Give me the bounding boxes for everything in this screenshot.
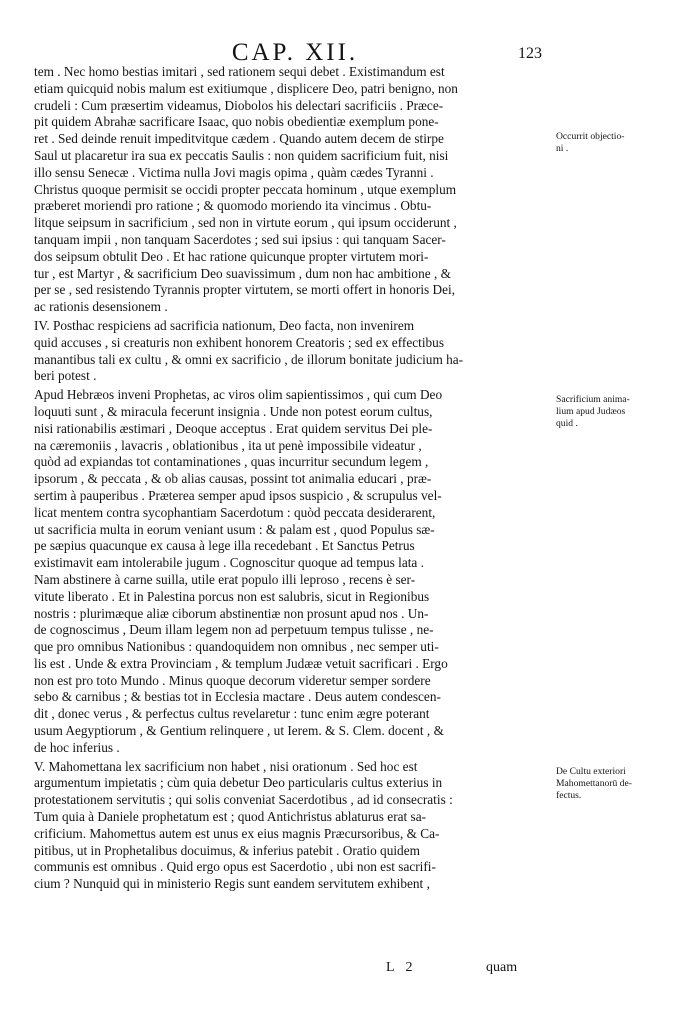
text-line: litque seipsum in sacrificium , sed non in virtute eorum , qui ipsum occiderunt , — [34, 215, 457, 231]
margin-note-line: Occurrit objectio- — [556, 131, 625, 142]
margin-note-line: quid . — [556, 418, 578, 429]
text-line: tem . Nec homo bestias imitari , sed rationem sequi debet . Existimandum est — [34, 64, 445, 79]
page-number: 123 — [518, 45, 542, 62]
margin-note-line: fectus. — [556, 790, 582, 801]
text-line: licat mentem contra sycophantiam Sacerdotum : quòd peccata desiderarent, — [34, 504, 436, 520]
text-line: dit , donec verus , & perfectus cultus revelaretur : tunc enim ægre poterant — [34, 706, 430, 722]
margin-note-animal-sacrifice — [556, 394, 664, 430]
signature-mark: L 2 — [386, 960, 417, 975]
text-line: pit quidem Abrahæ sacrificare Isaac, quo nobis obedientiæ exemplum pone- — [34, 114, 439, 130]
text-line: non est pro toto Mundo . Minus quoque decorum videretur semper sordere — [34, 672, 431, 688]
text-line: communis est omnibus . Quid ergo opus est Sacerdotio , ubi non est sacrifi- — [34, 859, 436, 875]
text-line: præberet moriendi pro ratione ; & quomodo moriendo ita vincimus . Obtu- — [34, 198, 432, 214]
text-line: argumentum impietatis ; cùm quia debetur Deo particularis cultus exterius in — [34, 775, 443, 791]
text-line: sertim à pauperibus . Præterea semper apud ipsos suspicio , & scrupulus vel- — [34, 487, 442, 503]
text-line: Apud Hebræos inveni Prophetas, ac viros olim sapientissimos , qui cum Deo — [34, 387, 443, 403]
text-line: usum Aegyptiorum , & Gentium relinquere , ut Ierem. & S. Clem. docent , & — [34, 723, 444, 739]
text-line: Saul ut placaretur ira sua ex peccatis Saulis : non quidem sacrificium fuit, nisi — [34, 147, 449, 163]
text-line: quòd ad expiandas tot contaminationes , quas incurritur secundum legem , — [34, 454, 429, 470]
text-line: sebo & carnibus ; & bestias tot in Ecclesia mactare . Deus autem condescen- — [34, 689, 441, 705]
margin-note-line: Mahomettanorū de- — [556, 778, 632, 789]
text-line: Christus quoque permisit se occidi propter peccata hominum , utque exemplum — [34, 181, 457, 197]
text-line: loquuti sunt , & miracula fecerunt insignia . Unde non potest eorum cultus, — [34, 403, 433, 419]
chapter-heading: CAP. XII. — [231, 39, 359, 66]
margin-note-line: De Cultu exteriori — [556, 766, 626, 777]
text-line: tur , est Martyr , & sacrificium Deo suavissimum , dum non hac ambitione , & — [34, 265, 451, 281]
text-line: vitute liberato . Et in Palestina porcus non est salubris, sicut in Regionibus — [34, 588, 430, 604]
text-line: ac rationis desensionem . — [34, 299, 168, 315]
text-line: nisi rationabilis æstimari , Deoque acceptus . Erat quidem servitus Dei ple- — [34, 420, 433, 436]
text-line: ipsorum , & peccata , & ob alias causas, possint tot animalia educari , præ- — [34, 471, 432, 487]
text-line: ret . Sed deinde renuit impeditvitque cædem . Quando autem decem de stirpe — [34, 131, 444, 147]
text-line: de cognoscimus , Deum illam legem non ad perpetuum tempus tulisse , ne- — [34, 622, 434, 638]
text-line: IV. Posthac respiciens ad sacrificia nationum, Deo facta, non invenirem — [34, 317, 415, 333]
text-line: cium ? Nunquid qui in ministerio Regis sunt eandem servitutem exhibent , — [34, 876, 430, 892]
margin-note-line: lium apud Judæos — [556, 406, 626, 417]
catchword: quam — [486, 960, 518, 975]
text-line: quid accuses , si creaturis non exhibent honorem Creatoris ; sed ex effectibus — [34, 334, 444, 350]
text-line: pitibus, ut in Prophetalibus docuimus, & inferius patebit . Oratio quidem — [34, 842, 420, 858]
text-line: crificium. Mahomettus autem est unus ex eius magnis Præcursoribus, & Ca- — [34, 825, 440, 841]
text-line: beri potest . — [34, 368, 97, 384]
text-line: ut sacrificia multa in eorum veniant usum : & palam est , quod Populus sæ- — [34, 521, 435, 537]
margin-note-objection — [556, 131, 664, 155]
text-line: etiam quicquid nobis malum est exitiumque , displicere Deo, patri benigno, non — [34, 80, 458, 96]
text-line: existimavit eam intolerabile jugum . Cognoscitur quoque ad tempus lata . — [34, 555, 424, 571]
text-line: lis est . Unde & extra Provinciam , & templum Judææ vetuit sacrificari . Ergo — [34, 655, 448, 671]
text-line: manantibus tali ex cultu , & omni ex sacrificio , de illorum bonitate judicium ha- — [34, 351, 464, 367]
margin-note-mahometan-cult — [556, 766, 664, 802]
text-line: que pro omnibus Nationibus : quandoquidem non omnibus , nec semper uti- — [34, 639, 439, 655]
text-line: nostris : plurimæque aliæ ciborum abstinentiæ non prosunt apud nos . Un- — [34, 605, 429, 621]
text-line: crudeli : Cum præsertim videamus, Diobolos his delectari sacrificiis . Præce- — [34, 97, 444, 113]
text-line: Nam abstinere à carne suilla, utile erat populo illi leproso , recens è ser- — [34, 571, 416, 587]
margin-note-line: ni . — [556, 143, 569, 154]
text-line: per se , sed resistendo Tyrannis propter virtutem, se morti offert in honoris Dei, — [34, 282, 456, 298]
text-line: de hoc inferius . — [34, 739, 120, 755]
text-line: V. Mahomettana lex sacrificium non habet , nisi orationum . Sed hoc est — [34, 758, 418, 774]
margin-note-line: Sacrificium anima- — [556, 394, 630, 405]
text-line: tanquam impii , non tanquam Sacerdotes ; sed sui ipsius : qui tanquam Sacer- — [34, 231, 446, 247]
text-line: protestationem servitutis ; qui solis conveniat Sacerdotibus , ad id consecratis : — [34, 792, 453, 808]
text-line: illo sensu Senecæ . Victima nulla Jovi magis opima , quàm cædes Tyranni . — [34, 164, 434, 180]
text-line: pe sæpius quacunque ex causa à lege illa recedebant . Et Sanctus Petrus — [34, 538, 415, 554]
text-line: Tum quia à Daniele prophetatum est ; quod Antichristus ablaturus erat sa- — [34, 809, 427, 825]
main-text-block — [34, 64, 554, 893]
text-line: dos seipsum obtulit Deo . Et hac ratione quicunque propter virtutem mori- — [34, 248, 429, 264]
text-line: na cæremoniis , lavacris , oblationibus , ita ut penè impossibile videatur , — [34, 437, 422, 453]
